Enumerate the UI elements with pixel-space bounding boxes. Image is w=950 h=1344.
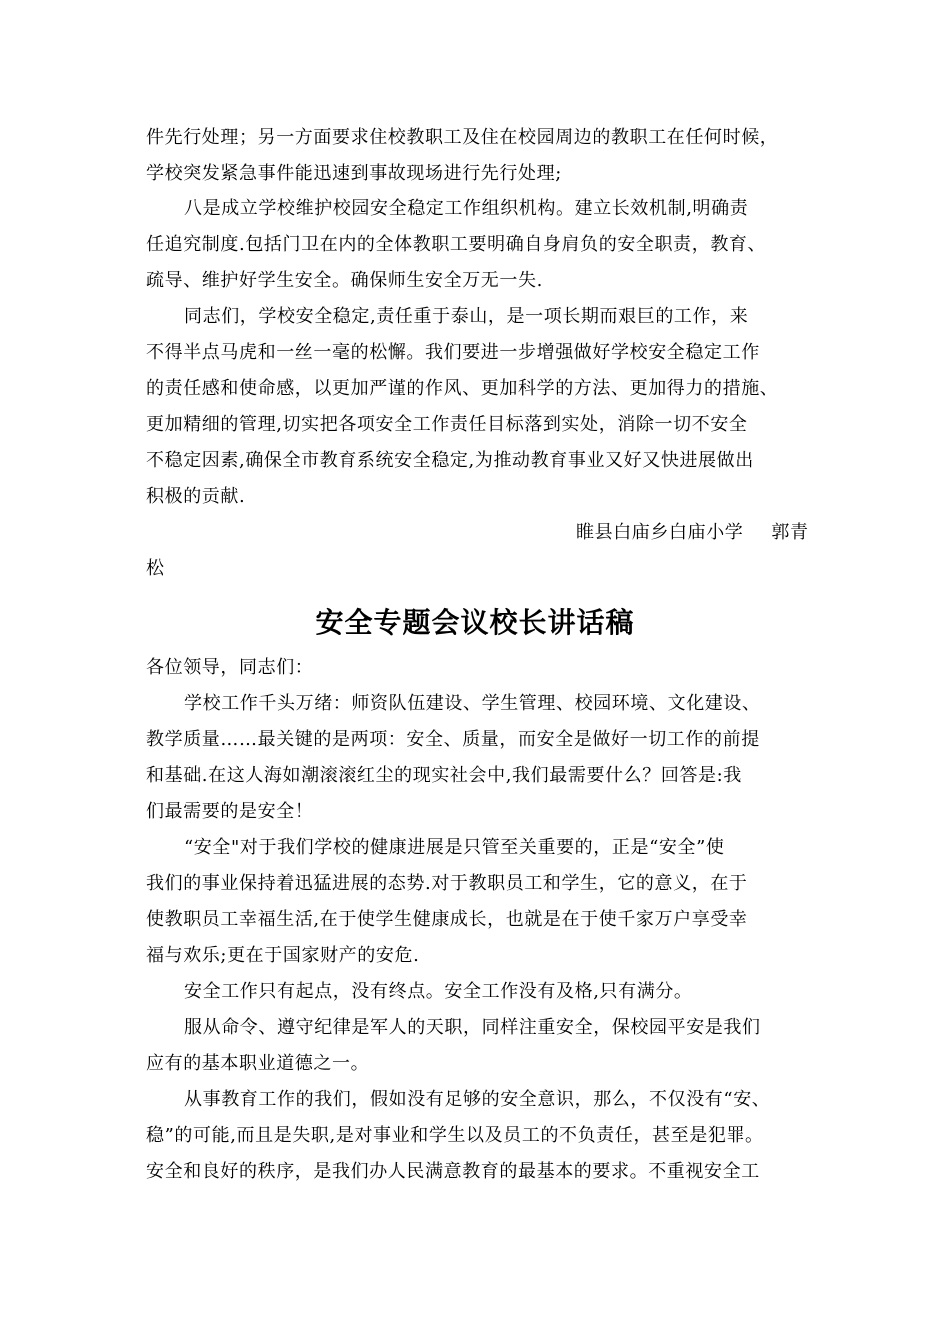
paragraph-first-line: 八是成立学校维护校园安全稳定工作组织机构。建立长效机制,明确责: [184, 198, 749, 219]
body-text-line: 教学质量……最关键的是两项：安全、质量，而安全是做好一切工作的前提: [146, 729, 760, 750]
signature-line: [576, 521, 809, 545]
paragraph-first-line: 服从命令、遵守纪律是军人的天职，同样注重安全，保校园平安是我们: [184, 1017, 761, 1038]
body-text-line: 应有的基本职业道德之一。: [146, 1053, 370, 1074]
paragraph-first-line: 安全工作只有起点，没有终点。安全工作没有及格,只有满分。: [184, 981, 693, 1002]
paragraph-first-line: 从事教育工作的我们，假如没有足够的安全意识，那么，不仅没有“安、: [184, 1089, 771, 1110]
body-text-line: 使教职员工幸福生活,在于使学生健康成长，也就是在于使千家万户享受幸: [146, 909, 748, 930]
body-text-line: 稳”的可能,而且是失职,是对事业和学生以及员工的不负责任，甚至是犯罪。: [146, 1125, 764, 1146]
body-text-line: 疏导、维护好学生安全。确保师生安全万无一失.: [146, 270, 543, 291]
signature-name: 郭青: [771, 522, 809, 543]
body-text-line: 福与欢乐;更在于国家财产的安危.: [146, 945, 420, 966]
body-text-line: 我们的事业保持着迅猛进展的态势.对于教职员工和学生，它的意义，在于: [146, 873, 748, 894]
salutation: 各位领导，同志们：: [146, 657, 314, 678]
paragraph-first-line: “安全"对于我们学校的健康进展是只管至关重要的，正是“安全”使: [184, 837, 725, 858]
body-text-line: 的责任感和使命感，以更加严谨的作风、更加科学的方法、更加得力的措施、: [146, 378, 779, 399]
speech-title: 安全专题会议校长讲话稿: [315, 606, 635, 639]
signature-name-continued: 松: [146, 558, 165, 579]
body-text-line: 和基础.在这人海如潮滚滚红尘的现实社会中,我们最需要什么？回答是:我: [146, 765, 742, 786]
paragraph-first-line: 同志们，学校安全稳定,责任重于泰山，是一项长期而艰巨的工作，来: [184, 306, 749, 327]
body-text-line: 学校突发紧急事件能迅速到事故现场进行先行处理;: [146, 163, 562, 184]
body-text-line: 安全和良好的秩序，是我们办人民满意教育的最基本的要求。不重视安全工: [146, 1161, 760, 1182]
body-text-line: 任追究制度.包括门卫在内的全体教职工要明确自身肩负的安全职责，教育、: [146, 234, 767, 255]
body-text-line: 件先行处理；另一方面要求住校教职工及住在校园周边的教职工在任何时候，: [146, 127, 779, 148]
body-text-line: 们最需要的是安全！: [146, 801, 314, 822]
body-text-line: 不得半点马虎和一丝一毫的松懈。我们要进一步增强做好学校安全稳定工作: [146, 342, 760, 363]
body-text-line: 不稳定因素,确保全市教育系统安全稳定,为推动教育事业又好又快进展做出: [146, 450, 754, 471]
body-text-line: 更加精细的管理,切实把各项安全工作责任目标落到实处，消除一切不安全: [146, 414, 748, 435]
body-text-line: 积极的贡献.: [146, 486, 246, 507]
paragraph-first-line: 学校工作千头万绪：师资队伍建设、学生管理、校园环境、文化建设、: [184, 693, 761, 714]
signature-school: 睢县白庙乡白庙小学: [576, 522, 744, 543]
